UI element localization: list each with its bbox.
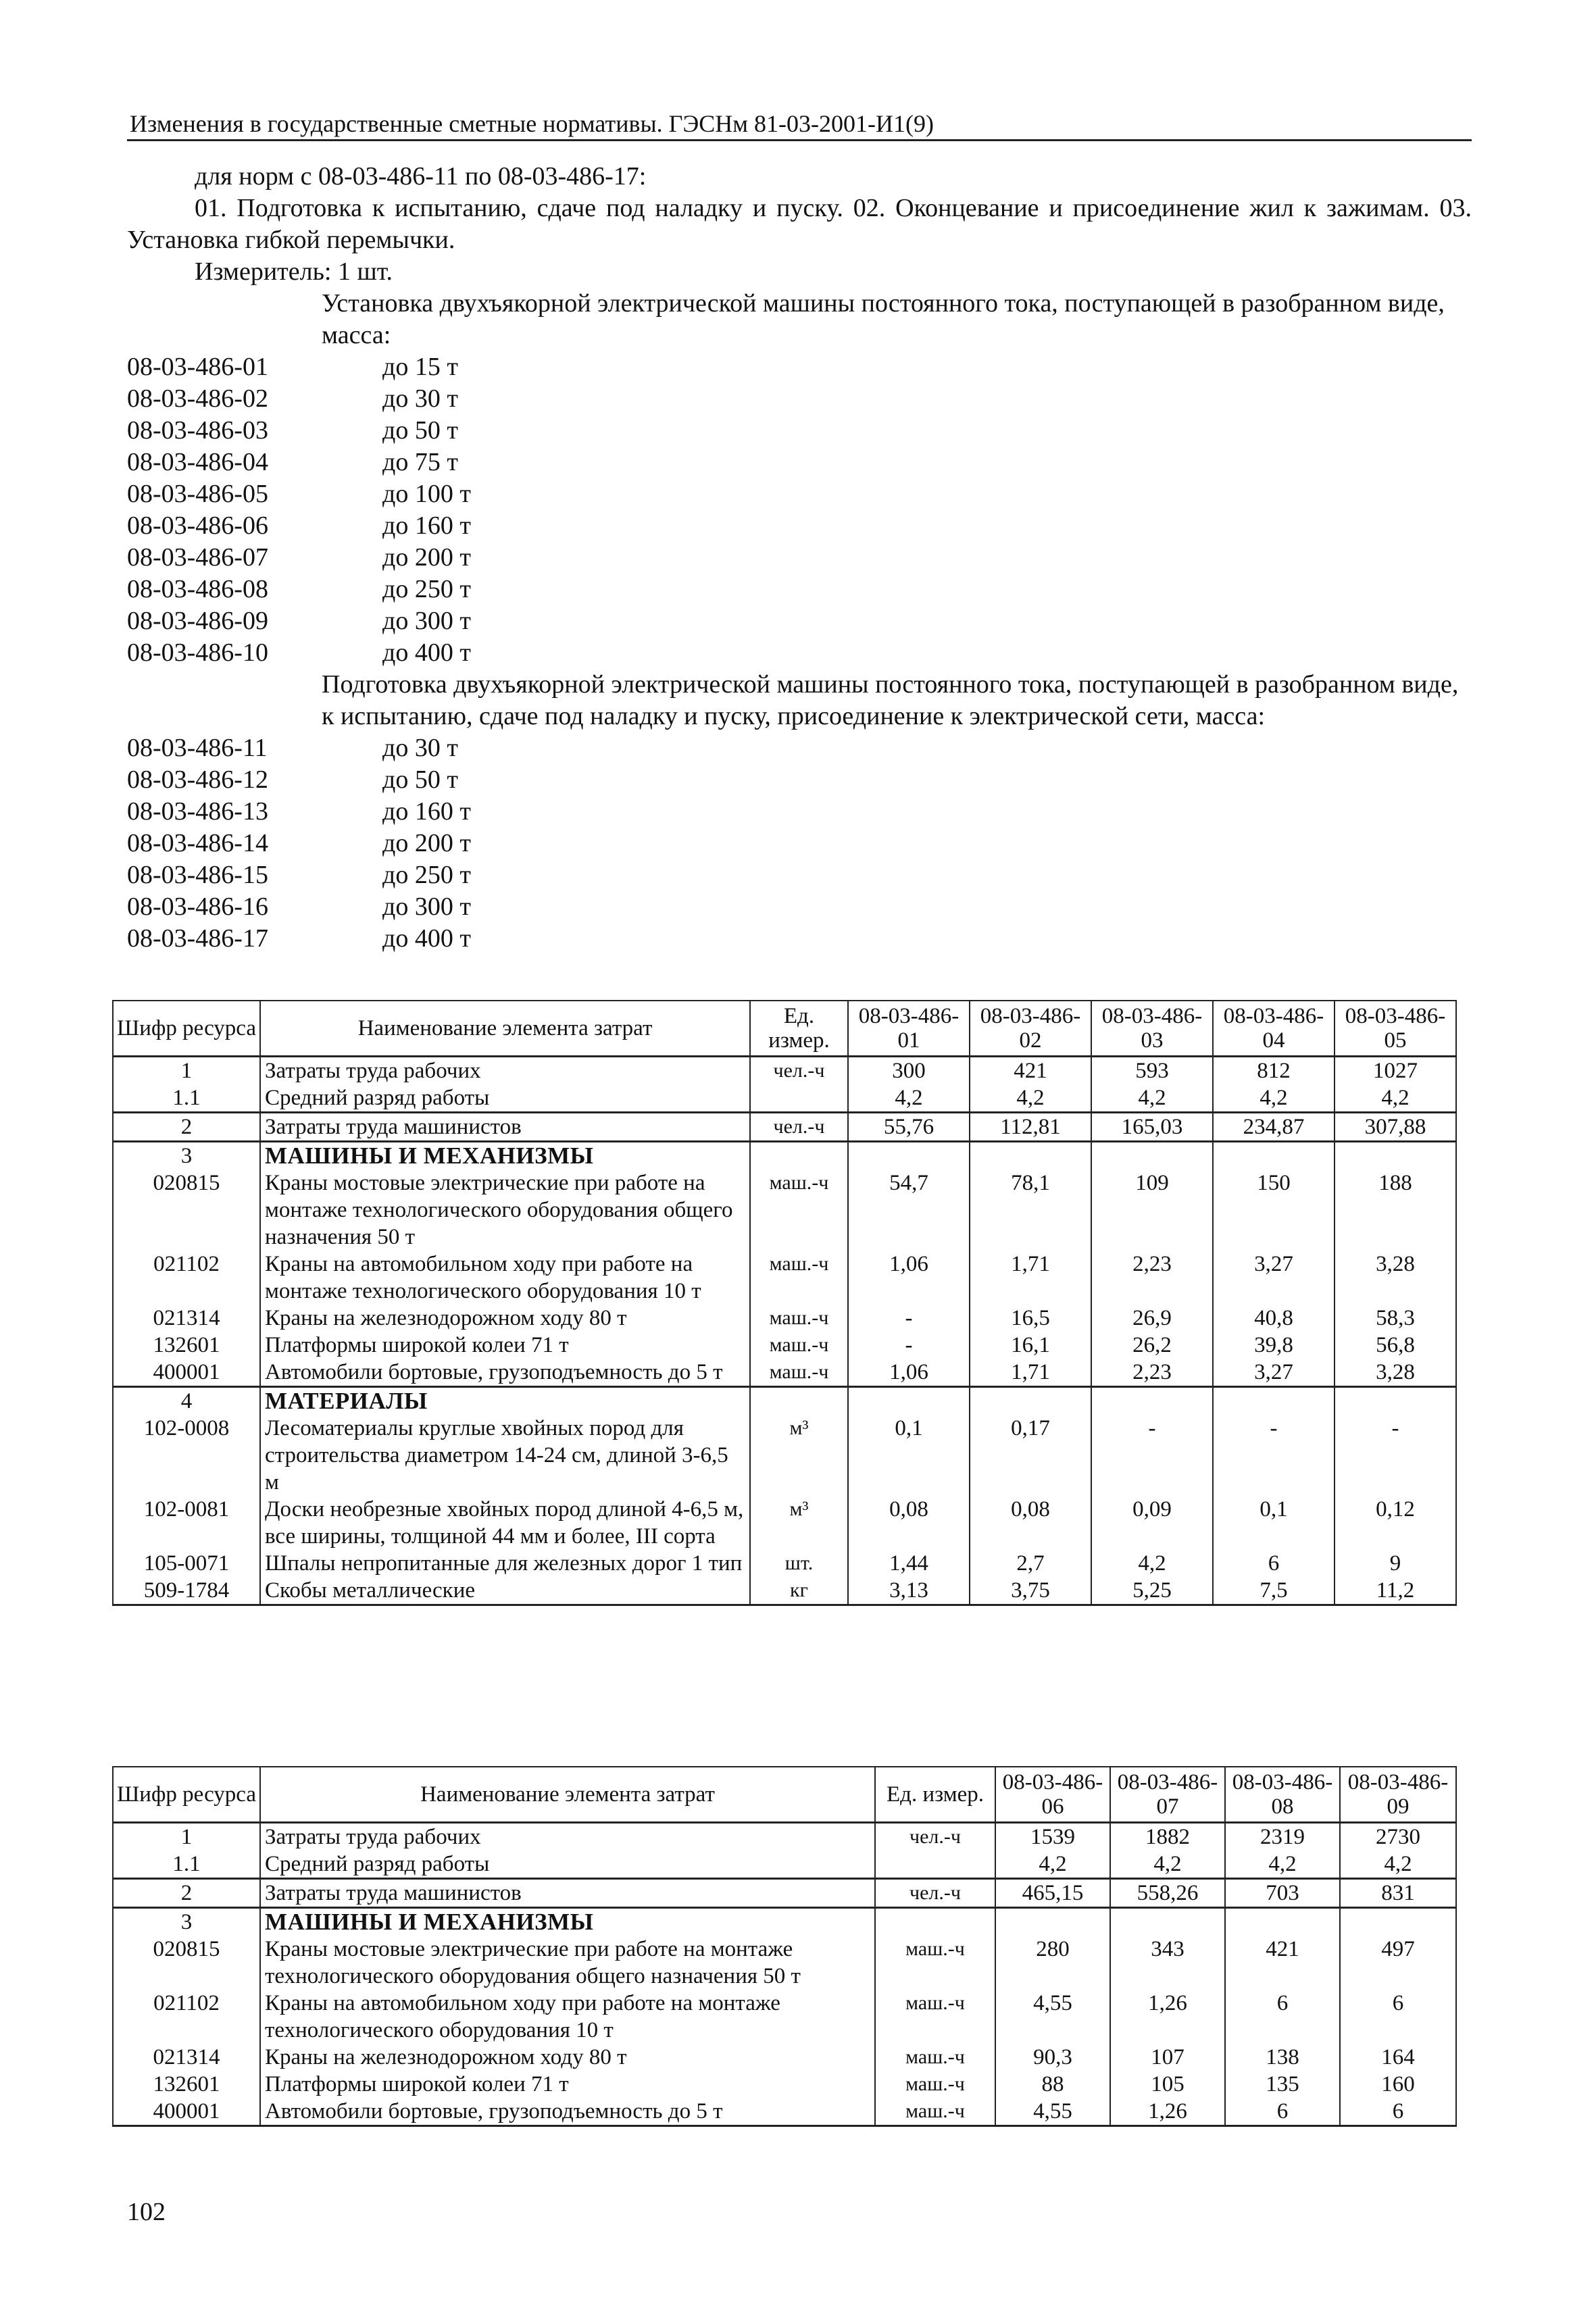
value-cell bbox=[848, 1387, 970, 1415]
value-cell bbox=[1340, 1908, 1456, 1936]
value-cell: 343 bbox=[1110, 1936, 1225, 1990]
value-cell: 2,23 bbox=[1091, 1359, 1213, 1387]
value-cell: 4,2 bbox=[1110, 1851, 1225, 1879]
value-cell: 6 bbox=[1340, 2098, 1456, 2126]
value-cell: 4,2 bbox=[1225, 1851, 1340, 1879]
value-cell: 280 bbox=[995, 1936, 1110, 1990]
norm-code-row bbox=[127, 637, 1472, 669]
value-cell: 138 bbox=[1225, 2044, 1340, 2071]
norm-code: 08-03-486-17 bbox=[127, 924, 268, 953]
norm-code-row bbox=[127, 732, 1472, 764]
value-cell: - bbox=[1091, 1415, 1213, 1496]
value-cell: 4,2 bbox=[1335, 1084, 1456, 1113]
norm-mass: до 200 т bbox=[382, 543, 471, 572]
value-cell: 831 bbox=[1340, 1879, 1456, 1908]
norm-code: 08-03-486-09 bbox=[127, 607, 268, 635]
value-cell: 90,3 bbox=[995, 2044, 1110, 2071]
value-cell: 1,44 bbox=[848, 1550, 970, 1577]
value-cell: 16,1 bbox=[970, 1332, 1091, 1359]
cost-element-name: Краны на железнодорожном ходу 80 т bbox=[260, 1305, 750, 1332]
resource-code: 1 bbox=[113, 1823, 260, 1851]
unit-cell: маш.-ч bbox=[875, 2071, 995, 2098]
value-cell: 3,27 bbox=[1213, 1251, 1335, 1305]
value-cell: 1,71 bbox=[970, 1359, 1091, 1387]
value-cell: 164 bbox=[1340, 2044, 1456, 2071]
norm-code: 08-03-486-16 bbox=[127, 892, 268, 921]
table-group bbox=[113, 1387, 1456, 1605]
section-heading: МАТЕРИАЛЫ bbox=[260, 1387, 750, 1415]
norm-code-row bbox=[127, 478, 1472, 510]
table-row bbox=[113, 1084, 1456, 1113]
value-cell: 0,08 bbox=[970, 1496, 1091, 1550]
value-cell: 11,2 bbox=[1335, 1577, 1456, 1605]
value-cell bbox=[1091, 1142, 1213, 1170]
value-cell: 1,26 bbox=[1110, 1990, 1225, 2044]
value-cell: 3,28 bbox=[1335, 1359, 1456, 1387]
header-norm-code: 08-03-486-02 bbox=[970, 1001, 1091, 1057]
resource-table-2 bbox=[112, 1766, 1457, 2127]
resource-code: 2 bbox=[113, 1113, 260, 1142]
resource-code: 021314 bbox=[113, 1305, 260, 1332]
cost-element-name: Затраты труда машинистов bbox=[260, 1113, 750, 1142]
value-cell: 0,08 bbox=[848, 1496, 970, 1550]
value-cell: 4,2 bbox=[848, 1084, 970, 1113]
cost-element-name: Скобы металлические bbox=[260, 1577, 750, 1605]
norm-mass: до 250 т bbox=[382, 861, 471, 889]
table-group bbox=[113, 1823, 1456, 1879]
value-cell: 6 bbox=[1225, 2098, 1340, 2126]
header-unit: Ед. измер. bbox=[750, 1001, 848, 1057]
value-cell bbox=[1110, 1908, 1225, 1936]
resource-code: 4 bbox=[113, 1387, 260, 1415]
value-cell: 3,75 bbox=[970, 1577, 1091, 1605]
norm-code: 08-03-486-01 bbox=[127, 353, 268, 381]
value-cell: 3,28 bbox=[1335, 1251, 1456, 1305]
table-group bbox=[113, 1142, 1456, 1387]
resource-code: 021314 bbox=[113, 2044, 260, 2071]
resource-table-1 bbox=[112, 1000, 1457, 1606]
value-cell: 4,2 bbox=[1091, 1550, 1213, 1577]
unit-cell: маш.-ч bbox=[875, 1936, 995, 1990]
value-cell: 188 bbox=[1335, 1169, 1456, 1251]
norm-code: 08-03-486-06 bbox=[127, 511, 268, 540]
value-cell: 4,2 bbox=[1213, 1084, 1335, 1113]
norm-code-row bbox=[127, 447, 1472, 478]
header-norm-code: 08-03-486-09 bbox=[1340, 1767, 1456, 1823]
value-cell bbox=[1335, 1387, 1456, 1415]
value-cell: 6 bbox=[1213, 1550, 1335, 1577]
unit-cell: маш.-ч bbox=[750, 1251, 848, 1305]
value-cell: 5,25 bbox=[1091, 1577, 1213, 1605]
norm-mass: до 30 т bbox=[382, 384, 458, 413]
unit-cell: маш.-ч bbox=[750, 1359, 848, 1387]
table-row bbox=[113, 1879, 1456, 1908]
cost-element-name: Средний разряд работы bbox=[260, 1851, 875, 1879]
value-cell: 3,27 bbox=[1213, 1359, 1335, 1387]
norm-code: 08-03-486-12 bbox=[127, 765, 268, 794]
table-row bbox=[113, 2044, 1456, 2071]
unit-cell: чел.-ч bbox=[750, 1113, 848, 1142]
value-cell: 78,1 bbox=[970, 1169, 1091, 1251]
cost-element-name: Затраты труда рабочих bbox=[260, 1057, 750, 1085]
value-cell: 2730 bbox=[1340, 1823, 1456, 1851]
header-rule bbox=[127, 139, 1472, 141]
cost-element-name: Краны на автомобильном ходу при работе на монтаже технологического оборудования 10 т bbox=[260, 1990, 875, 2044]
value-cell: 39,8 bbox=[1213, 1332, 1335, 1359]
section-heading: МАШИНЫ И МЕХАНИЗМЫ bbox=[260, 1142, 750, 1170]
header-norm-code: 08-03-486-03 bbox=[1091, 1001, 1213, 1057]
table-row bbox=[113, 1550, 1456, 1577]
table-row bbox=[113, 1908, 1456, 1936]
header-unit: Ед. измер. bbox=[875, 1767, 995, 1823]
value-cell: 6 bbox=[1340, 1990, 1456, 2044]
table-row bbox=[113, 1387, 1456, 1415]
cost-element-name: Средний разряд работы bbox=[260, 1084, 750, 1113]
value-cell bbox=[1213, 1142, 1335, 1170]
running-header: Изменения в государственные сметные нормативы. ГЭСНм 81-03-2001-И1(9) bbox=[130, 110, 934, 137]
resource-code: 102-0081 bbox=[113, 1496, 260, 1550]
unit-cell: чел.-ч bbox=[875, 1879, 995, 1908]
value-cell: 4,55 bbox=[995, 2098, 1110, 2126]
cost-element-name: Затраты труда машинистов bbox=[260, 1879, 875, 1908]
value-cell: 105 bbox=[1110, 2071, 1225, 2098]
block2-title: Подготовка двухъякорной электрической машины постоянного тока, поступающей в разобранном виде, к испытанию, сдаче под наладку и пуску, присоединение к электрической сети, масса: bbox=[322, 670, 1459, 730]
norm-code-row bbox=[127, 510, 1472, 542]
norm-mass: до 300 т bbox=[382, 892, 471, 921]
measure-unit: Измеритель: 1 шт. bbox=[195, 257, 393, 286]
resource-code: 020815 bbox=[113, 1936, 260, 1990]
header-cost-element: Наименование элемента затрат bbox=[260, 1001, 750, 1057]
value-cell: 26,2 bbox=[1091, 1332, 1213, 1359]
unit-cell: маш.-ч bbox=[750, 1332, 848, 1359]
norm-mass: до 15 т bbox=[382, 353, 458, 381]
norm-mass: до 160 т bbox=[382, 797, 471, 826]
norm-code: 08-03-486-04 bbox=[127, 448, 268, 476]
page-number: 102 bbox=[127, 2198, 166, 2226]
resource-code: 3 bbox=[113, 1142, 260, 1170]
resource-code: 509-1784 bbox=[113, 1577, 260, 1605]
header-norm-code: 08-03-486-04 bbox=[1213, 1001, 1335, 1057]
table-row bbox=[113, 1332, 1456, 1359]
table-row bbox=[113, 1142, 1456, 1170]
value-cell bbox=[848, 1142, 970, 1170]
norm-code-row bbox=[127, 605, 1472, 637]
unit-cell: маш.-ч bbox=[750, 1305, 848, 1332]
value-cell: 1,26 bbox=[1110, 2098, 1225, 2126]
resource-code: 102-0008 bbox=[113, 1415, 260, 1496]
resource-code: 021102 bbox=[113, 1990, 260, 2044]
unit-cell: маш.-ч bbox=[875, 2098, 995, 2126]
value-cell: 135 bbox=[1225, 2071, 1340, 2098]
value-cell: 54,7 bbox=[848, 1169, 970, 1251]
norm-code: 08-03-486-08 bbox=[127, 575, 268, 603]
table-row bbox=[113, 1113, 1456, 1142]
table-group bbox=[113, 1113, 1456, 1142]
header-norm-code: 08-03-486-05 bbox=[1335, 1001, 1456, 1057]
table-header-row bbox=[113, 1767, 1456, 1823]
value-cell: 88 bbox=[995, 2071, 1110, 2098]
header-norm-code: 08-03-486-07 bbox=[1110, 1767, 1225, 1823]
section-heading: МАШИНЫ И МЕХАНИЗМЫ bbox=[260, 1908, 875, 1936]
cost-element-name: Затраты труда рабочих bbox=[260, 1823, 875, 1851]
value-cell: 1882 bbox=[1110, 1823, 1225, 1851]
unit-cell: кг bbox=[750, 1577, 848, 1605]
resource-code: 021102 bbox=[113, 1251, 260, 1305]
cost-element-name: Краны на автомобильном ходу при работе на монтаже технологического оборудования 10 т bbox=[260, 1251, 750, 1305]
value-cell: 4,2 bbox=[995, 1851, 1110, 1879]
cost-element-name: Краны мостовые электрические при работе на монтаже технологического оборудования общего назначения 50 т bbox=[260, 1169, 750, 1251]
value-cell: 558,26 bbox=[1110, 1879, 1225, 1908]
cost-element-name: Шпалы непропитанные для железных дорог 1 тип bbox=[260, 1550, 750, 1577]
cost-element-name: Платформы широкой колеи 71 т bbox=[260, 1332, 750, 1359]
norm-code-row bbox=[127, 415, 1472, 447]
value-cell: 107 bbox=[1110, 2044, 1225, 2071]
table-row bbox=[113, 2098, 1456, 2126]
value-cell: 58,3 bbox=[1335, 1305, 1456, 1332]
norm-code-row bbox=[127, 764, 1472, 796]
value-cell bbox=[1091, 1387, 1213, 1415]
table-row bbox=[113, 2071, 1456, 2098]
resource-code: 400001 bbox=[113, 1359, 260, 1387]
norm-code: 08-03-486-03 bbox=[127, 416, 268, 445]
norm-code-row bbox=[127, 859, 1472, 891]
table-group bbox=[113, 1057, 1456, 1113]
unit-cell: чел.-ч bbox=[750, 1057, 848, 1085]
table-row bbox=[113, 1936, 1456, 1990]
unit-cell bbox=[750, 1387, 848, 1415]
value-cell: 497 bbox=[1340, 1936, 1456, 1990]
value-cell: 40,8 bbox=[1213, 1305, 1335, 1332]
unit-cell: м³ bbox=[750, 1496, 848, 1550]
value-cell bbox=[970, 1387, 1091, 1415]
value-cell: 1,06 bbox=[848, 1251, 970, 1305]
unit-cell: маш.-ч bbox=[750, 1169, 848, 1251]
resource-code: 1.1 bbox=[113, 1851, 260, 1879]
norm-code: 08-03-486-13 bbox=[127, 797, 268, 826]
norm-code-row bbox=[127, 923, 1472, 955]
value-cell: - bbox=[1335, 1415, 1456, 1496]
table-row bbox=[113, 1305, 1456, 1332]
value-cell: 4,2 bbox=[1091, 1084, 1213, 1113]
header-cost-element: Наименование элемента затрат bbox=[260, 1767, 875, 1823]
value-cell: 421 bbox=[1225, 1936, 1340, 1990]
norm-mass: до 300 т bbox=[382, 607, 471, 635]
cost-element-name: Автомобили бортовые, грузоподъемность до 5 т bbox=[260, 1359, 750, 1387]
resource-code: 020815 bbox=[113, 1169, 260, 1251]
norm-mass: до 50 т bbox=[382, 765, 458, 794]
table-header-row bbox=[113, 1001, 1456, 1057]
norm-code-row bbox=[127, 796, 1472, 828]
value-cell: 0,09 bbox=[1091, 1496, 1213, 1550]
cost-element-name: Платформы широкой колеи 71 т bbox=[260, 2071, 875, 2098]
value-cell: - bbox=[1213, 1415, 1335, 1496]
value-cell: 160 bbox=[1340, 2071, 1456, 2098]
value-cell: 307,88 bbox=[1335, 1113, 1456, 1142]
value-cell: 421 bbox=[970, 1057, 1091, 1085]
work-list: 01. Подготовка к испытанию, сдаче под наладку и пуску. 02. Оконцевание и присоединение жил к зажимам. 03. Установка гибкой перемычки. bbox=[127, 194, 1472, 254]
value-cell: 2,23 bbox=[1091, 1251, 1213, 1305]
unit-cell bbox=[875, 1851, 995, 1879]
table-row bbox=[113, 1057, 1456, 1085]
unit-cell: м³ bbox=[750, 1415, 848, 1496]
table-row bbox=[113, 1415, 1456, 1496]
norm-code: 08-03-486-07 bbox=[127, 543, 268, 572]
value-cell: 6 bbox=[1225, 1990, 1340, 2044]
block1-title: Установка двухъякорной электрической машины постоянного тока, поступающей в разобранном виде, масса: bbox=[322, 289, 1445, 349]
norm-code: 08-03-486-02 bbox=[127, 384, 268, 413]
table-row bbox=[113, 1990, 1456, 2044]
norm-code-row bbox=[127, 351, 1472, 383]
norm-mass: до 400 т bbox=[382, 924, 471, 953]
norm-scope: для норм с 08-03-486-11 по 08-03-486-17: bbox=[195, 162, 647, 191]
norm-code-row bbox=[127, 542, 1472, 574]
header-resource-code: Шифр ресурса bbox=[113, 1001, 260, 1057]
value-cell: 0,1 bbox=[848, 1415, 970, 1496]
header-norm-code: 08-03-486-01 bbox=[848, 1001, 970, 1057]
resource-code: 1.1 bbox=[113, 1084, 260, 1113]
value-cell: 0,17 bbox=[970, 1415, 1091, 1496]
unit-cell bbox=[750, 1142, 848, 1170]
cost-element-name: Краны мостовые электрические при работе на монтаже технологического оборудования общего назначения 50 т bbox=[260, 1936, 875, 1990]
resource-code: 132601 bbox=[113, 2071, 260, 2098]
value-cell: 465,15 bbox=[995, 1879, 1110, 1908]
value-cell: 3,13 bbox=[848, 1577, 970, 1605]
norm-code-row bbox=[127, 383, 1472, 415]
value-cell: 0,12 bbox=[1335, 1496, 1456, 1550]
value-cell: 112,81 bbox=[970, 1113, 1091, 1142]
resource-code: 3 bbox=[113, 1908, 260, 1936]
norm-code-row bbox=[127, 828, 1472, 859]
table-row bbox=[113, 1823, 1456, 1851]
norm-mass: до 250 т bbox=[382, 575, 471, 603]
block2-code-list bbox=[127, 732, 1472, 955]
value-cell: 4,55 bbox=[995, 1990, 1110, 2044]
norm-code: 08-03-486-10 bbox=[127, 638, 268, 667]
table-row bbox=[113, 1251, 1456, 1305]
value-cell: 9 bbox=[1335, 1550, 1456, 1577]
norm-mass: до 30 т bbox=[382, 734, 458, 762]
norm-mass: до 400 т bbox=[382, 638, 471, 667]
cost-element-name: Автомобили бортовые, грузоподъемность до 5 т bbox=[260, 2098, 875, 2126]
norm-code: 08-03-486-11 bbox=[127, 734, 268, 762]
resource-code: 132601 bbox=[113, 1332, 260, 1359]
value-cell: 4,2 bbox=[1340, 1851, 1456, 1879]
cost-element-name: Краны на железнодорожном ходу 80 т bbox=[260, 2044, 875, 2071]
norm-code: 08-03-486-05 bbox=[127, 480, 268, 508]
table-row bbox=[113, 1577, 1456, 1605]
block1-code-list bbox=[127, 351, 1472, 669]
norm-mass: до 160 т bbox=[382, 511, 471, 540]
norm-code-row bbox=[127, 574, 1472, 605]
value-cell: 234,87 bbox=[1213, 1113, 1335, 1142]
value-cell: 1,06 bbox=[848, 1359, 970, 1387]
unit-cell bbox=[750, 1084, 848, 1113]
table-row bbox=[113, 1169, 1456, 1251]
value-cell bbox=[1335, 1142, 1456, 1170]
value-cell: 16,5 bbox=[970, 1305, 1091, 1332]
cost-element-name: Лесоматериалы круглые хвойных пород для строительства диаметром 14-24 см, длиной 3-6,5 м bbox=[260, 1415, 750, 1496]
resource-code: 105-0071 bbox=[113, 1550, 260, 1577]
value-cell: 7,5 bbox=[1213, 1577, 1335, 1605]
value-cell bbox=[1225, 1908, 1340, 1936]
value-cell: 165,03 bbox=[1091, 1113, 1213, 1142]
value-cell: 4,2 bbox=[970, 1084, 1091, 1113]
norm-code: 08-03-486-15 bbox=[127, 861, 268, 889]
value-cell: 55,76 bbox=[848, 1113, 970, 1142]
value-cell: 0,1 bbox=[1213, 1496, 1335, 1550]
norm-code-row bbox=[127, 891, 1472, 923]
norm-mass: до 100 т bbox=[382, 480, 471, 508]
value-cell: 2,7 bbox=[970, 1550, 1091, 1577]
header-resource-code: Шифр ресурса bbox=[113, 1767, 260, 1823]
norm-mass: до 50 т bbox=[382, 416, 458, 445]
value-cell: 1,71 bbox=[970, 1251, 1091, 1305]
value-cell: 812 bbox=[1213, 1057, 1335, 1085]
header-norm-code: 08-03-486-08 bbox=[1225, 1767, 1340, 1823]
cost-element-name: Доски необрезные хвойных пород длиной 4-6,5 м, все ширины, толщиной 44 мм и более, III сорта bbox=[260, 1496, 750, 1550]
table-group bbox=[113, 1879, 1456, 1908]
table-row bbox=[113, 1496, 1456, 1550]
value-cell: 703 bbox=[1225, 1879, 1340, 1908]
unit-cell: маш.-ч bbox=[875, 2044, 995, 2071]
value-cell: 1539 bbox=[995, 1823, 1110, 1851]
table-row bbox=[113, 1851, 1456, 1879]
value-cell bbox=[1213, 1387, 1335, 1415]
value-cell: 593 bbox=[1091, 1057, 1213, 1085]
value-cell: 109 bbox=[1091, 1169, 1213, 1251]
unit-cell: чел.-ч bbox=[875, 1823, 995, 1851]
resource-code: 400001 bbox=[113, 2098, 260, 2126]
table-group bbox=[113, 1908, 1456, 2126]
value-cell: 300 bbox=[848, 1057, 970, 1085]
resource-code: 2 bbox=[113, 1879, 260, 1908]
unit-cell bbox=[875, 1908, 995, 1936]
value-cell: 26,9 bbox=[1091, 1305, 1213, 1332]
value-cell: 56,8 bbox=[1335, 1332, 1456, 1359]
unit-cell: шт. bbox=[750, 1550, 848, 1577]
resource-code: 1 bbox=[113, 1057, 260, 1085]
table-row bbox=[113, 1359, 1456, 1387]
value-cell: 1027 bbox=[1335, 1057, 1456, 1085]
value-cell: 2319 bbox=[1225, 1823, 1340, 1851]
norm-mass: до 75 т bbox=[382, 448, 458, 476]
norm-mass: до 200 т bbox=[382, 829, 471, 857]
value-cell: 150 bbox=[1213, 1169, 1335, 1251]
value-cell: - bbox=[848, 1305, 970, 1332]
value-cell: - bbox=[848, 1332, 970, 1359]
norm-code: 08-03-486-14 bbox=[127, 829, 268, 857]
header-norm-code: 08-03-486-06 bbox=[995, 1767, 1110, 1823]
unit-cell: маш.-ч bbox=[875, 1990, 995, 2044]
value-cell bbox=[970, 1142, 1091, 1170]
norm-intro bbox=[127, 161, 1472, 955]
value-cell bbox=[995, 1908, 1110, 1936]
